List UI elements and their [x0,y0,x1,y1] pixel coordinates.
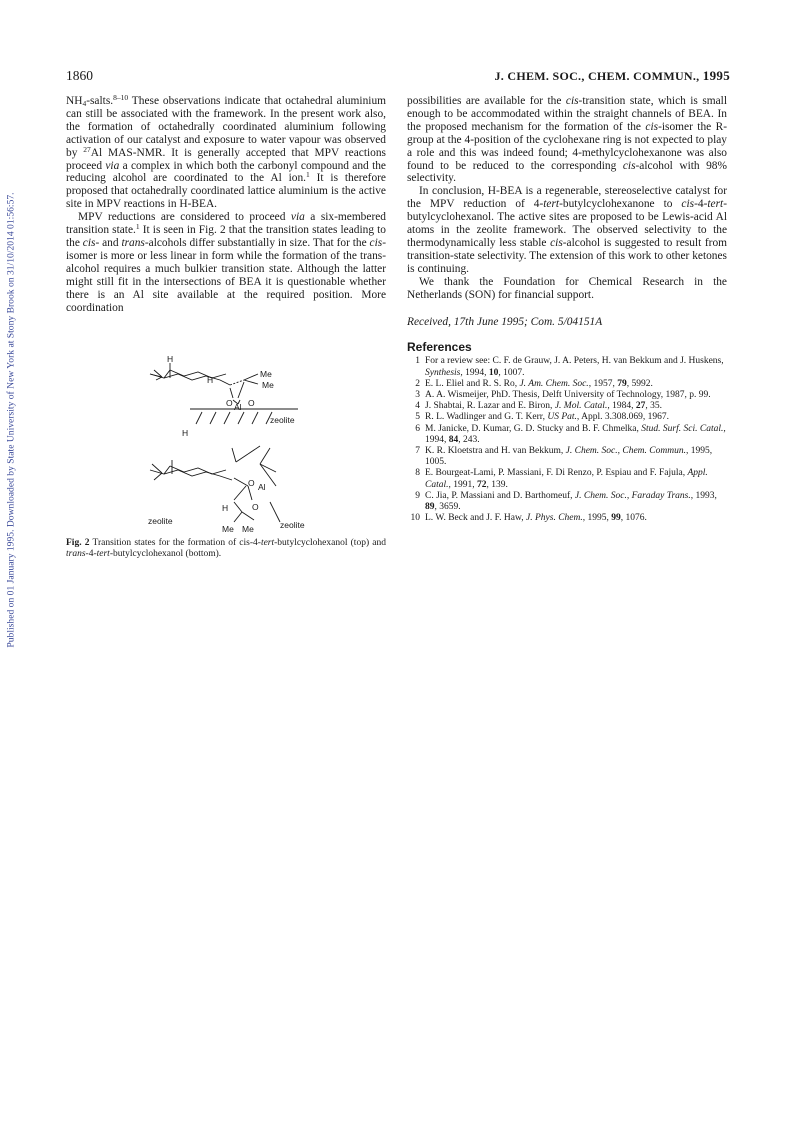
right-column [407,95,727,524]
trans-me2-label: Me [242,524,254,534]
download-watermark [4,140,18,700]
cis-zeolite-label: zeolite [270,415,295,425]
page-number: 1860 [66,68,93,83]
cis-h-label: H [167,354,174,364]
reference-item: 1 For a review see: C. F. de Grauw, J. A. Peters, H. van Bekkum and J. Huskens, Synthesis, 1994, 10, 1007. [415,356,724,378]
trans-h-label: H [182,428,189,438]
figure-2 [130,352,350,542]
left-column [66,95,386,314]
cis-me1-label: Me [260,369,272,379]
left-paragraph-2: MPV reductions are considered to proceed via a six-membered transition state.$^1$ It is seen in Fig. 2 that the transition states leading to the cis- and trans-alcohols differ substantially in size. That for the cis-isomer is more or less linear in form while the formation of the trans-alcohol requires a much bulkier transition state. Although the latter might still fit in the intersections of BEA it is questionable whether there is an Al site available at the required position. More coordination [66,211,386,314]
trans-al-label: Al [258,482,266,492]
reference-item: 2 E. L. Eliel and R. S. Ro, J. Am. Chem. Soc., 1957, 79, 5992. [415,378,653,389]
cis-o2-label: O [248,398,255,408]
reference-item: 9 C. Jia, P. Massiani and D. Barthomeuf, J. Chem. Soc., Faraday Trans., 1993, 89, 3659. [415,490,717,513]
trans-zeolite-right-label: zeolite [280,520,305,530]
trans-o1-label: O [248,478,255,488]
reference-item: 7 K. R. Kloetstra and H. van Bekkum, J. Chem. Soc., Chem. Commun., 1995, 1005. [415,446,713,468]
reference-item: 6 M. Janicke, D. Kumar, G. D. Stucky and B. F. Chmelka, Stud. Surf. Sci. Catal., 1994, 84, 243. [415,423,726,445]
cis-me2-label: Me [262,380,274,390]
right-paragraph-1: possibilities are available for the cis-transition state, which is small enough to be accommodated within the straight channels of BEA. In the proposed mechanism for the formation of the cis-isomer the R-group at the 4-position of the cyclohexane ring is not expected to play a role and this was indeed found; 4-methylcyclohexanone was also found to be reduced to the corresponding cis-alcohol with 98% selectivity. [407,95,727,185]
journal-name: J. CHEM. SOC., CHEM. COMMUN., [494,69,700,83]
transition-state-drawing [130,352,350,542]
acknowledgement: We thank the Foundation for Chemical Research in the Netherlands (SON) for financial support. [407,275,727,301]
reference-item: 10 L. W. Beck and J. F. Haw, J. Phys. Chem., 1995, 99, 1076. [410,513,647,524]
left-paragraph-1: $NH_4-salts.^{8-10}$ These observations indicate that octahedral aluminium can still be associated with the framework. In the present work also, the formation of octahedrally coordinated aluminium following activation of our catalyst and exposure to water vapour was observed by $^{27}$Al MAS-NMR. It is generally accepted that MPV reactions proceed via a complex in which both the carbonyl compound and the reducing alcohol are coordinated to the Al ion.$^1$ It is therefore proposed that octahedrally coordinated lattice aluminium is the active site in MPV reactions in H-BEA. [66,93,386,211]
reference-item: 3 A. A. Wismeijer, PhD. Thesis, Delft University of Technology, 1987, p. 99. [415,390,711,401]
references-list [407,356,727,524]
reference-item: 4 J. Shabtai, R. Lazar and E. Biron, J. Mol. Catal., 1984, 27, 35. [415,401,662,412]
cis-al-label: Al [234,402,242,412]
journal-header [494,68,730,84]
cis-o1-label: O [226,398,233,408]
journal-year: 1995 [702,68,730,83]
references-heading: References [407,340,472,355]
reference-item: 5 R. L. Wadlinger and G. T. Kerr, US Pat., Appl. 3.308.069, 1967. [415,412,669,423]
trans-zeolite-left-label: zeolite [148,516,173,526]
trans-h2-label: H [222,503,229,513]
figure-caption: Fig. 2 Transition states for the formation of cis-4-tert-butylcyclohexanol (top) and trans-4-tert-butylcyclohexanol (bottom). [66,538,386,560]
cis-h2-label: H [207,375,214,385]
download-watermark-text: Published on 01 January 1995. Downloaded by State University of New York at Stony Brook on 31/10/2014 01:56:57. [5,192,17,648]
reference-item: 8 E. Bourgeat-Lami, P. Massiani, F. Di Renzo, P. Espiau and F. Fajula, Appl. Catal., 1991, 72, 139. [415,468,708,490]
right-paragraph-2: In conclusion, H-BEA is a regenerable, stereoselective catalyst for the MPV reduction of 4-tert-butylcyclohexanone to cis-4-tert-butylcyclohexanol. The active sites are proposed to be Lewis-acid Al atoms in the zeolite framework. The observed selectivity to the thermodynamically less stable cis-alcohol is suggested to result from transition-state selectivity. The extension of this work to other ketones is continuing. [407,185,728,275]
figure-caption-label: Fig. 2 [66,538,90,548]
trans-me1-label: Me [222,524,234,534]
trans-o2-label: O [252,502,259,512]
received-line: Received, 17th June 1995; Com. 5/04151A [407,315,603,328]
